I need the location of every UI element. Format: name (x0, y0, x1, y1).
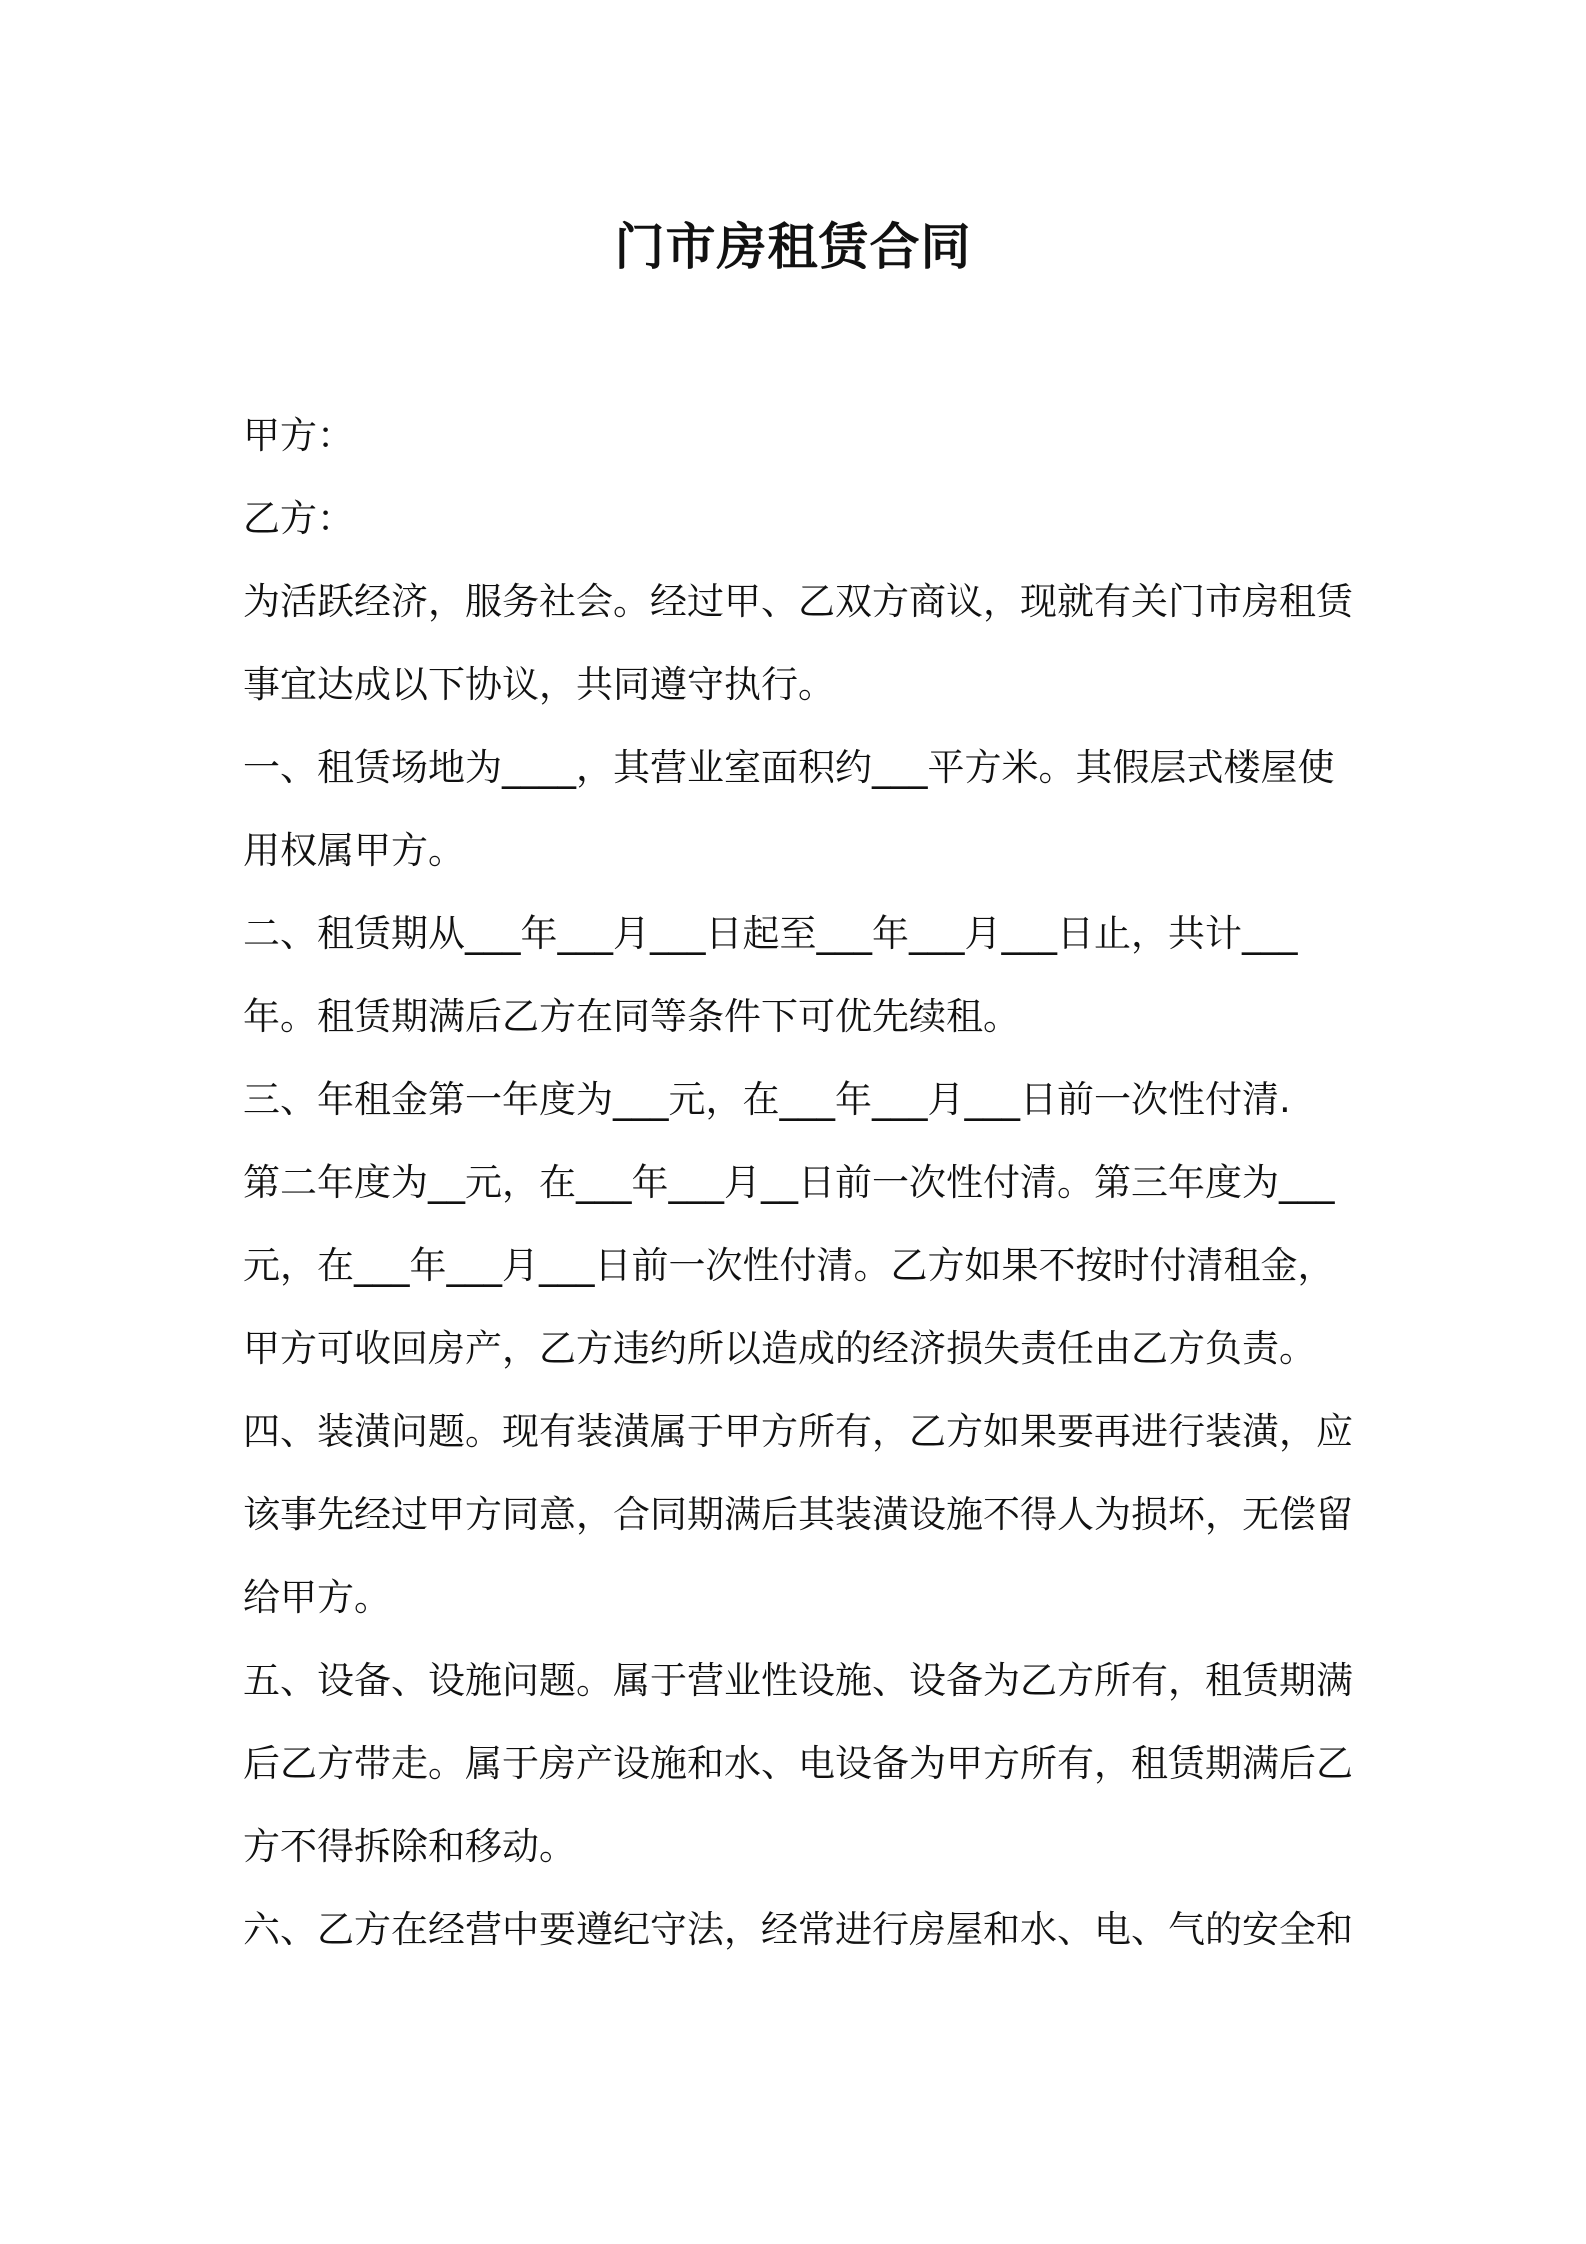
clause-3-line: 第二年度为__元，在___年___月__日前一次性付清。第三年度为___ (243, 1161, 1335, 1204)
clause-1-line: 一、租赁场地为____，其营业室面积约___平方米。其假层式楼屋使 (243, 746, 1335, 789)
clause-2-line: 年。租赁期满后乙方在同等条件下可优先续租。 (243, 995, 1020, 1038)
party-a-line: 甲方： (243, 414, 354, 457)
clause-6-line: 六、乙方在经营中要遵纪守法，经常进行房屋和水、电、气的安全和 (243, 1908, 1353, 1951)
clause-3-line: 三、年租金第一年度为___元，在___年___月___日前一次性付清. (243, 1078, 1291, 1121)
preamble-line: 为活跃经济，服务社会。经过甲、乙双方商议，现就有关门市房租赁 (243, 580, 1353, 623)
clause-4-line: 四、装潢问题。现有装潢属于甲方所有，乙方如果要再进行装潢，应 (243, 1410, 1353, 1453)
clause-4-line: 给甲方。 (243, 1576, 391, 1619)
party-b-line: 乙方： (243, 497, 354, 540)
preamble-line: 事宜达成以下协议，共同遵守执行。 (243, 663, 835, 706)
clause-3-line: 元，在___年___月___日前一次性付清。乙方如果不按时付清租金， (243, 1244, 1335, 1287)
document-body (243, 394, 1351, 1971)
clause-5-line: 五、设备、设施问题。属于营业性设施、设备为乙方所有，租赁期满 (243, 1659, 1353, 1702)
clause-1-line: 用权属甲方。 (243, 829, 465, 872)
clause-3-line: 甲方可收回房产，乙方违约所以造成的经济损失责任由乙方负责。 (243, 1327, 1316, 1370)
clause-5-line: 后乙方带走。属于房产设施和水、电设备为甲方所有，租赁期满后乙 (243, 1742, 1353, 1785)
document-title: 门市房租赁合同 (614, 218, 972, 276)
clause-2-line: 二、租赁期从___年___月___日起至___年___月___日止，共计___ (243, 912, 1298, 955)
clause-5-line: 方不得拆除和移动。 (243, 1825, 576, 1868)
clause-4-line: 该事先经过甲方同意，合同期满后其装潢设施不得人为损坏，无偿留 (243, 1493, 1353, 1536)
